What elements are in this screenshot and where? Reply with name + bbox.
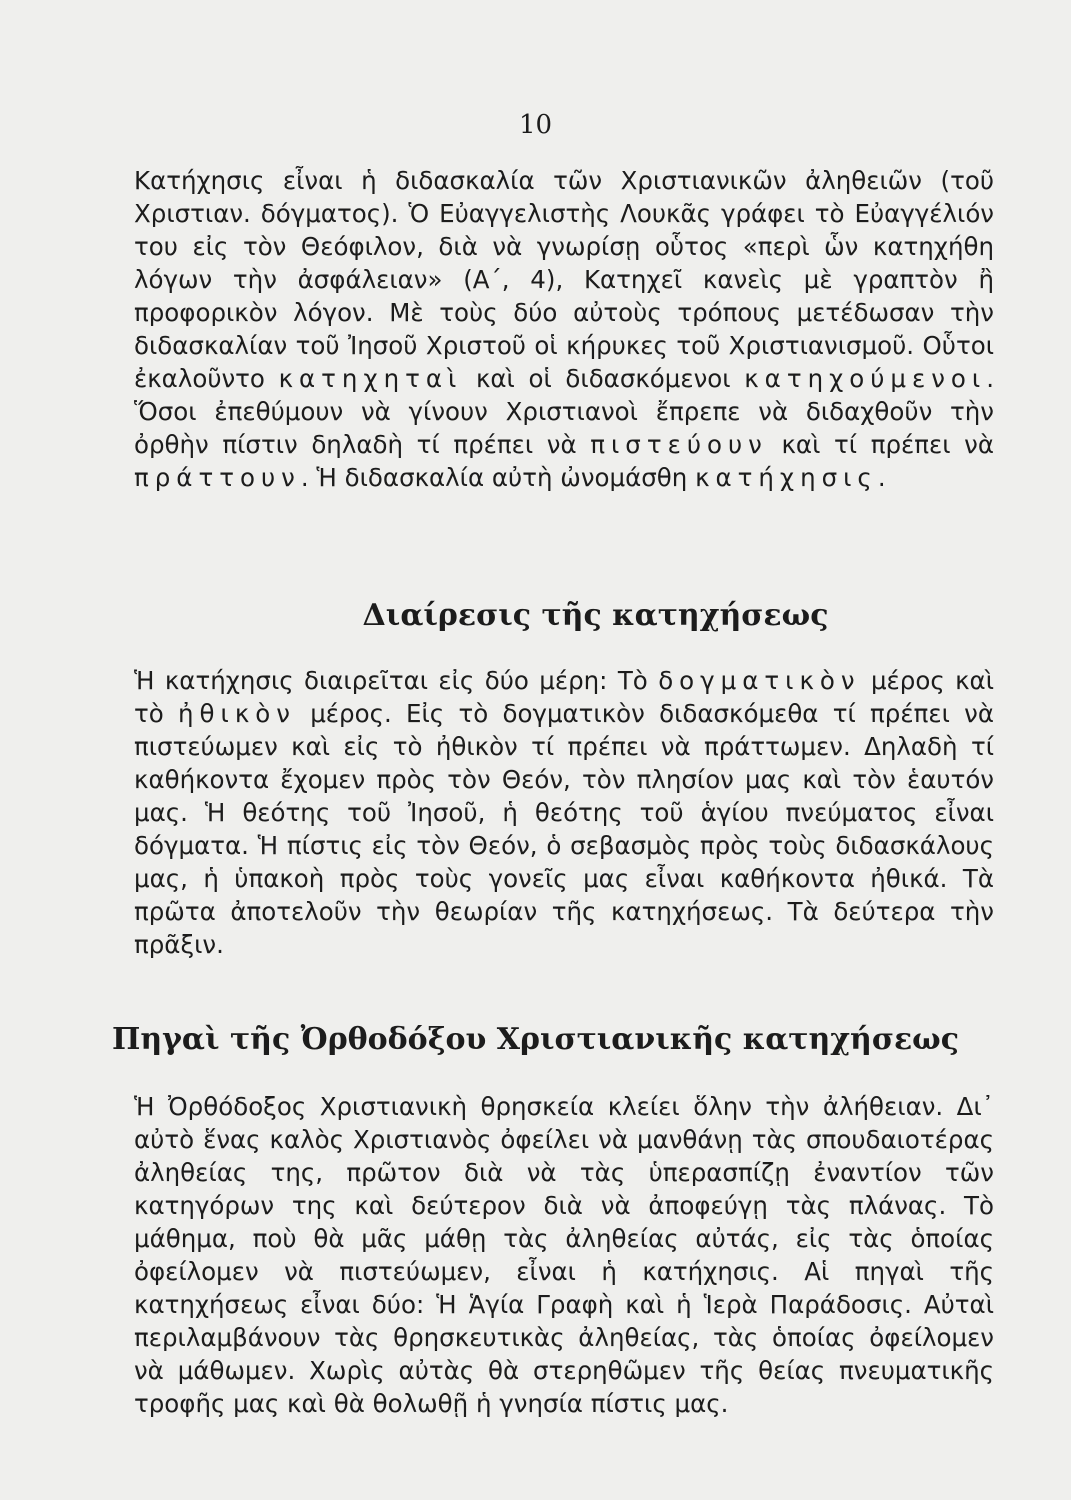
page-number: 10 [518, 110, 553, 140]
paragraph-catechesis-definition [134, 164, 994, 494]
paragraph-text: . Ἡ διδασκαλία αὐτὴ ὠνομάσθη [300, 463, 696, 492]
paragraph-text: μέρος καὶ τὸ [134, 666, 994, 728]
spaced-term: κατήχησις [695, 463, 878, 492]
spaced-term: κατηχηταὶ [278, 364, 463, 393]
paragraph-division [134, 664, 994, 961]
section-heading-division: Διαίρεσις τῆς κατηχήσεως [362, 598, 829, 633]
paragraph-text: Ἡ κατήχησις διαιρεῖται εἰς δύο μέρη: Τὸ [134, 666, 659, 695]
spaced-term: ἠθικὸν [178, 699, 296, 728]
paragraph-text: . [877, 463, 886, 492]
paragraph-text: . Ὅσοι ἐπεθύμουν νὰ γίνουν Χριστιανοὶ ἔπρεπε νὰ διδαχθοῦν τὴν ὀρθὴν πίστιν δηλαδὴ τί πρέπει νὰ [134, 364, 995, 459]
spaced-term: πιστεύουν [590, 430, 768, 459]
paragraph-text: Κατήχησις εἶναι ἡ διδασκαλία τῶν Χριστιανικῶν ἀληθειῶν (τοῦ Χριστιαν. δόγματος). Ὁ Εὐαγγελιστὴς Λουκᾶς γράφει τὸ Εὐαγγέλιόν του εἰς τὸν Θεόφιλον, διὰ νὰ γνωρίσῃ οὗτος «περὶ ὧν κατηχήθη λόγων τὴν ἀσφάλειαν» (Α΄, 4), Κατηχεῖ κανεὶς μὲ γραπτὸν ἢ προφορικὸν λόγον. Μὲ τοὺς δύο αὐτοὺς τρόπους μετέδωσαν τὴν διδασκαλίαν τοῦ Ἰησοῦ Χριστοῦ οἱ κήρυκες τοῦ Χριστιανισμοῦ. Οὗτοι ἐκαλοῦντο [134, 166, 994, 393]
paragraph-sources: Ἡ Ὀρθόδοξος Χριστιανικὴ θρησκεία κλείει ὅλην τὴν ἀλήθειαν. Δι᾽ αὐτὸ ἕνας καλὸς Χριστιανὸς ὀφείλει νὰ μανθάνῃ τὰς σπουδαιοτέρας ἀληθείας της, πρῶτον διὰ νὰ τὰς ὑπερασπίζῃ ἐναντίον τῶν κατηγόρων της καὶ δεύτερον διὰ νὰ ἀποφεύγῃ τὰς πλάνας. Τὸ μάθημα, ποὺ θὰ μᾶς μάθῃ τὰς ἀληθείας αὐτάς, εἰς τὰς ὁποίας ὀφείλομεν νὰ πιστεύωμεν, εἶναι ἡ κατήχησις. Αἱ πηγαὶ τῆς κατηχήσεως εἶναι δύο: Ἡ Ἁγία Γραφὴ καὶ ἡ Ἱερὰ Παράδοσις. Αὐταὶ περιλαμβάνουν τὰς θρησκευτικὰς ἀληθείας, τὰς ὁποίας ὀφείλομεν νὰ μάθωμεν. Χωρὶς αὐτὰς θὰ στερηθῶμεν τῆς θείας πνευματικῆς τροφῆς μας καὶ θὰ θολωθῇ ἡ γνησία πίστις μας. [134, 1092, 994, 1418]
section-heading-sources: Πηγαὶ τῆς Ὀρθοδόξου Χριστιανικῆς κατηχήσεως [111, 1022, 960, 1057]
paragraph-text: μέρος. Εἰς τὸ δογματικὸν διδασκόμεθα τί πρέπει νὰ πιστεύωμεν καὶ εἰς τὸ ἠθικὸν τί πρέπει νὰ πράττωμεν. Δηλαδὴ τί καθήκοντα ἔχομεν πρὸς τὸν Θεόν, τὸν πλησίον μας καὶ τὸν ἑαυτόν μας. Ἡ θεότης τοῦ Ἰησοῦ, ἡ θεότης τοῦ ἁγίου πνεύματος εἶναι δόγματα. Ἡ πίστις εἰς τὸν Θεόν, ὁ σεβασμὸς πρὸς τοὺς διδασκάλους μας, ἡ ὑπακοὴ πρὸς τοὺς γονεῖς μας εἶναι καθήκοντα ἠθικά. Τὰ πρῶτα ἀποτελοῦν τὴν θεωρίαν τῆς κατηχήσεως. Τὰ δεύτερα τὴν πρᾶξιν. [134, 699, 994, 959]
paragraph-text: καὶ τί πρέπει νὰ [767, 430, 994, 459]
spaced-term: δογματικὸν [658, 666, 861, 695]
spaced-term: πράττουν [134, 463, 301, 492]
paragraph-text: καὶ οἱ διδασκόμενοι [462, 364, 745, 393]
spaced-term: κατηχούμενοι [744, 364, 987, 393]
